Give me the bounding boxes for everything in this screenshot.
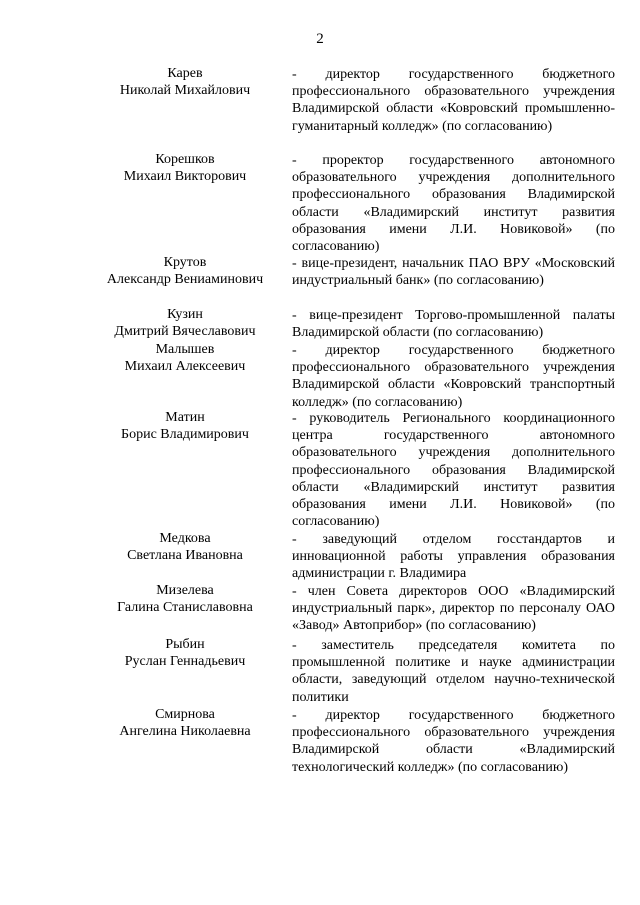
member-position: - вице-президент, начальник ПАО ВРУ «Московский индустриальный банк» (по согласованию): [292, 256, 615, 289]
member-position: - директор государственного бюджетного профессионального образовательного учреждения Владимирской области «Ковровский промышленно-гуманитарный колледж» (по согласованию): [292, 67, 615, 134]
member-given-names: Галина Станиславовна: [117, 599, 253, 615]
member-name: [84, 707, 286, 740]
member-surname: Смирнова: [155, 707, 215, 722]
member-position: - директор государственного бюджетного профессионального образовательного учреждения Владимирской области «Владимирский технологический колледж» (по согласованию): [292, 708, 615, 775]
member-given-names: Николай Михайлович: [119, 82, 251, 98]
member-position: - член Совета директоров ООО «Владимирский индустриальный парк», директор по персоналу ОАО «Завод» Автоприбор» (по согласованию): [292, 584, 615, 634]
member-position: - проректор государственного автономного образовательного учреждения дополнительного профессионального образования Владимирской области «Владимирский институт развития образования имени Л.И. Новиковой» (по согласованию): [292, 153, 615, 255]
member-surname: Корешков: [155, 152, 215, 167]
member-given-names: Светлана Ивановна: [127, 547, 243, 563]
member-surname: Карев: [167, 66, 203, 81]
member-name: [84, 583, 286, 616]
member-given-names: Руслан Геннадьевич: [124, 653, 246, 669]
member-name: [84, 531, 286, 564]
member-surname: Медкова: [159, 531, 211, 546]
member-name: [84, 637, 286, 670]
member-name: [84, 66, 286, 99]
member-surname: Малышев: [155, 342, 215, 357]
member-given-names: Ангелина Николаевна: [119, 723, 251, 739]
member-given-names: Дмитрий Вячеславович: [114, 323, 256, 339]
member-given-names: Борис Владимирович: [121, 426, 249, 442]
page-number: 2: [316, 31, 324, 47]
member-surname: Кузин: [167, 307, 203, 322]
member-name: [84, 152, 286, 185]
member-given-names: Михаил Алексеевич: [124, 358, 246, 374]
member-position: - директор государственного бюджетного профессионального образовательного учреждения Владимирской области «Ковровский транспортный колледж» (по согласованию): [292, 343, 615, 410]
member-given-names: Михаил Викторович: [123, 168, 247, 184]
member-name: [84, 410, 286, 443]
member-surname: Крутов: [163, 255, 207, 270]
member-name: [84, 307, 286, 340]
member-position: - заведующий отделом госстандартов и инновационной работы управления образования администрации г. Владимира: [292, 532, 615, 582]
member-position: - руководитель Регионального координационного центра государственного автономного образовательного учреждения дополнительного профессионального образования Владимирской области «Владимирский институт развития образования имени Л.И. Новиковой» (по согласованию): [292, 411, 615, 530]
member-position: - заместитель председателя комитета по промышленной политике и науке администрации области, заведующий отделом научно-технической политики: [292, 638, 615, 705]
member-position: - вице-президент Торгово-промышленной палаты Владимирской области (по согласованию): [292, 308, 615, 341]
member-name: [84, 342, 286, 375]
member-name: [84, 255, 286, 288]
member-given-names: Александр Вениаминович: [106, 271, 264, 287]
member-surname: Мизелева: [156, 583, 214, 598]
member-surname: Матин: [165, 410, 205, 425]
member-surname: Рыбин: [165, 637, 205, 652]
